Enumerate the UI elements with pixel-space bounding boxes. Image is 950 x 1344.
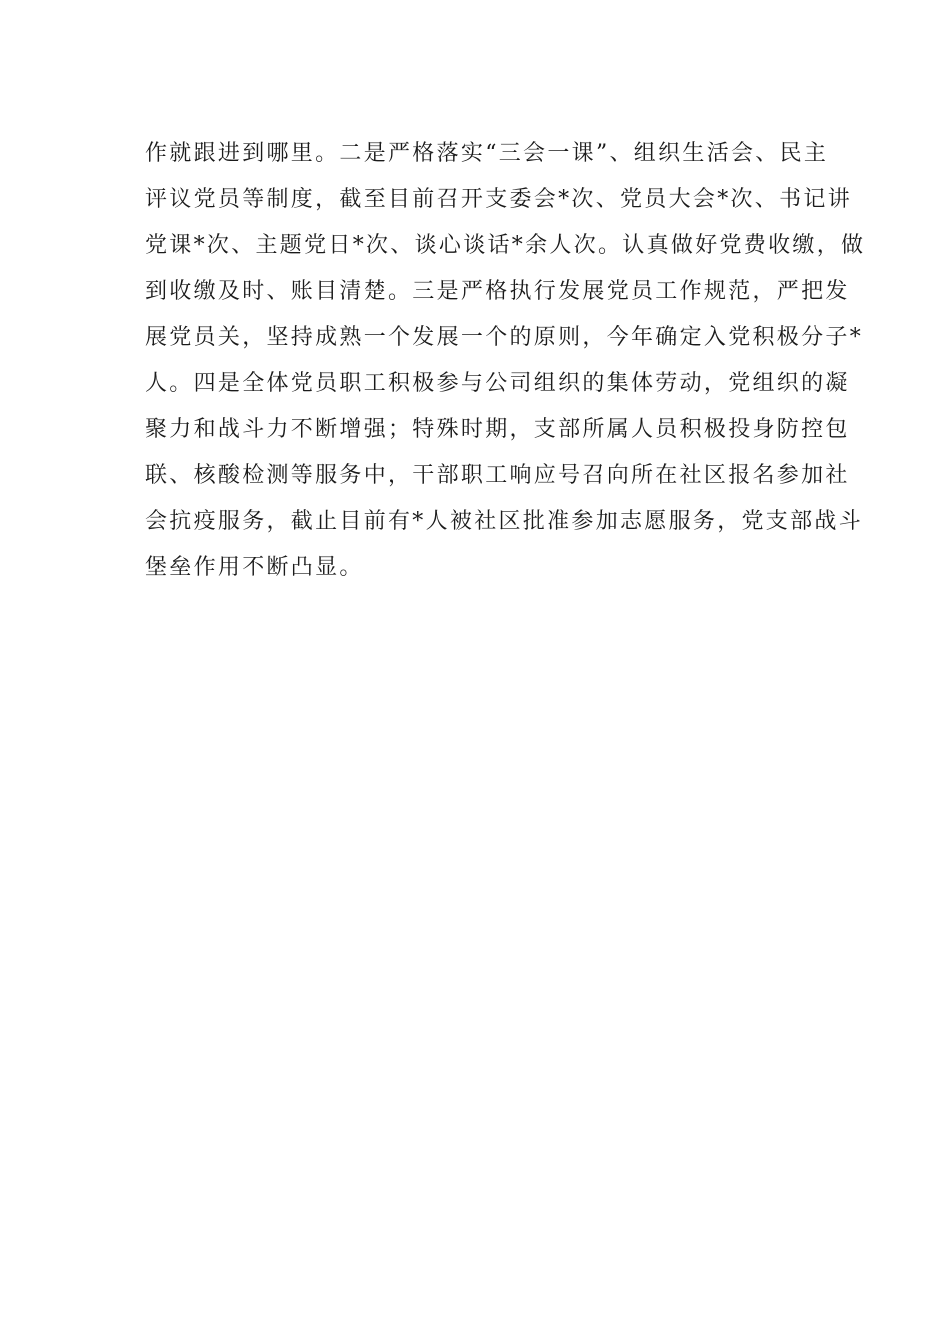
text-line: 聚力和战斗力不断增强；特殊时期，支部所属人员积极投身防控包 — [145, 417, 850, 442]
text-line: 评议党员等制度，截至目前召开支委会*次、党员大会*次、书记讲 — [145, 187, 853, 212]
text-line: 人。四是全体党员职工积极参与公司组织的集体劳动，党组织的凝 — [145, 371, 850, 396]
body-paragraph — [145, 131, 866, 591]
text-line: 到收缴及时、账目清楚。三是严格执行发展党员工作规范，严把发 — [145, 279, 850, 304]
text-line: 作就跟进到哪里。二是严格落实“三会一课”、组织生活会、民主 — [145, 141, 829, 166]
text-line: 堡垒作用不断凸显。 — [145, 555, 364, 580]
text-line: 会抗疫服务，截止目前有*人被社区批准参加志愿服务，党支部战斗 — [145, 509, 864, 534]
text-line: 展党员关，坚持成熟一个发展一个的原则，今年确定入党积极分子* — [145, 325, 864, 350]
text-line: 联、核酸检测等服务中，干部职工响应号召向所在社区报名参加社 — [145, 463, 850, 488]
text-line: 党课*次、主题党日*次、谈心谈话*余人次。认真做好党费收缴，做 — [145, 233, 866, 258]
